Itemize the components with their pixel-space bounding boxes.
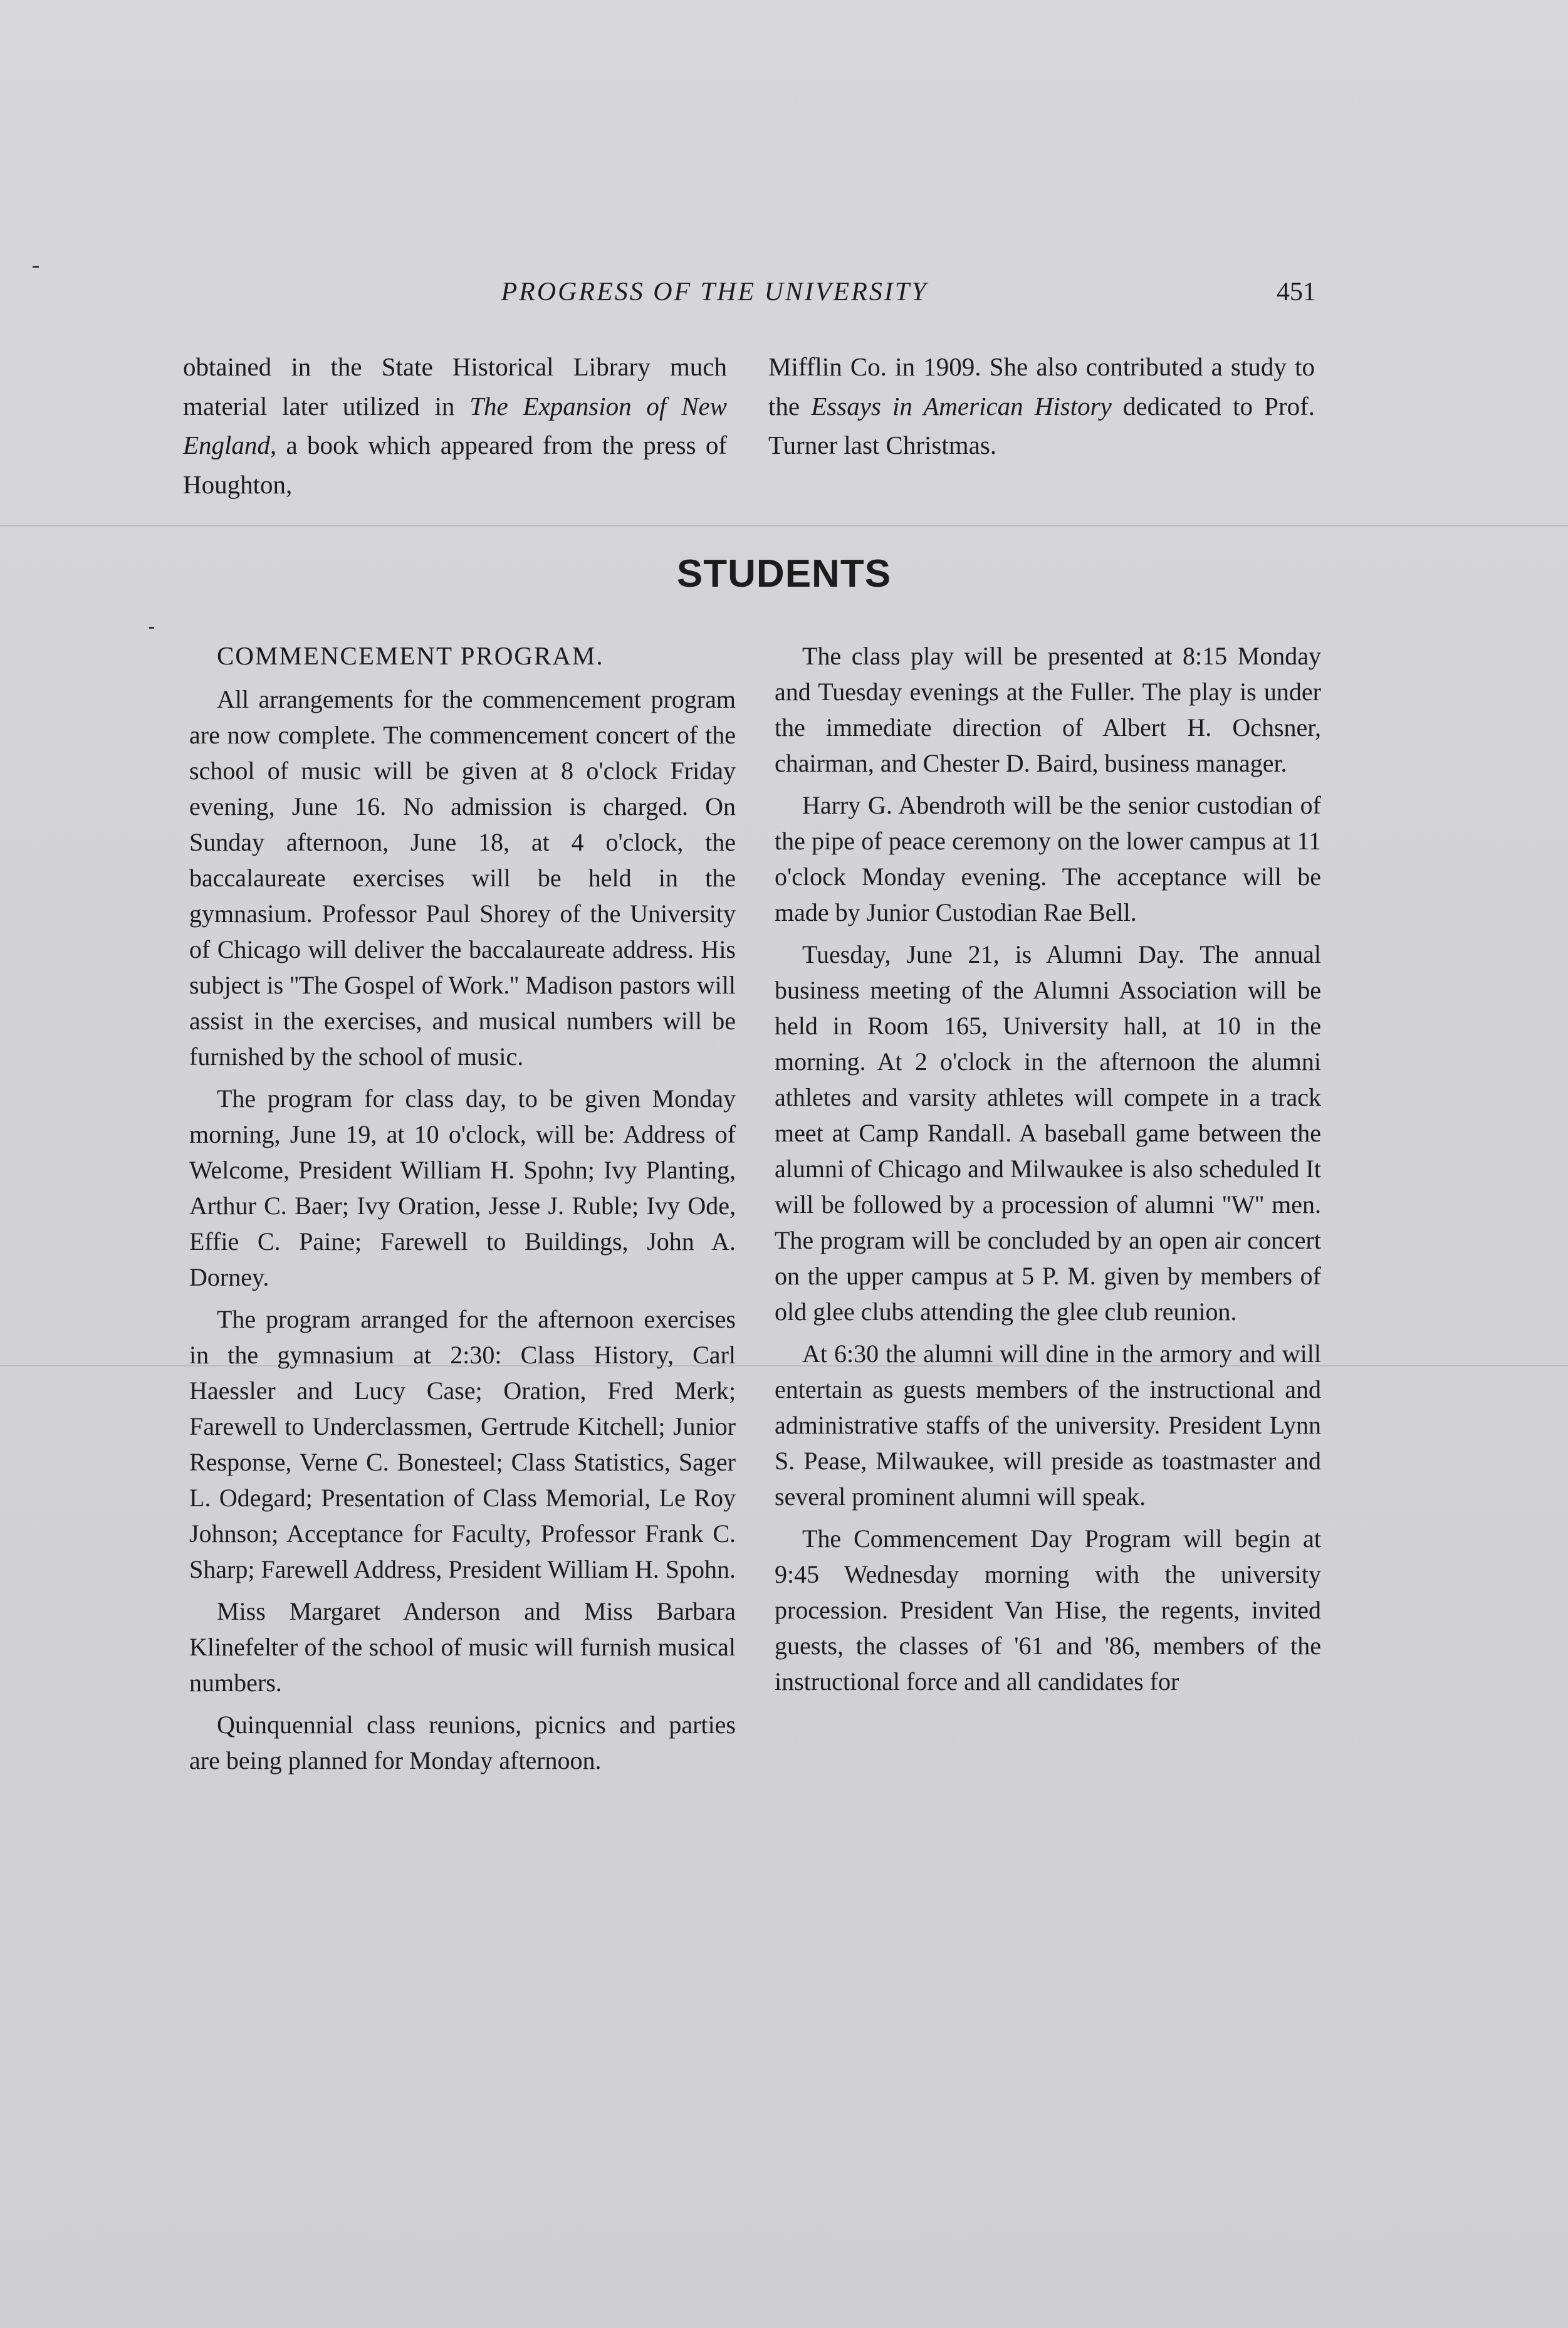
- paragraph: The class play will be presented at 8:15 Monday and Tuesday evenings at the Fuller. The play is under the immediate direction of Albert H. Ochsner, chairman, and Chester D. Baird, business manager.: [775, 642, 1321, 777]
- article-subhead: COMMENCEMENT PROGRAM.: [217, 641, 604, 670]
- paragraph: The program arranged for the afternoon exercises in the gymnasium at 2:30: Class History, Carl Haessler and Lucy Case; Oration, Fred Merk; Farewell to Underclassmen, Gertrude Kitchell; Junior Response, Verne C. Bonesteel; Class Statistics, Sager L. Odegard; Presentation of Class Memorial, Le Roy Johnson; Acceptance for Faculty, Professor Frank C. Sharp; Farewell Address, President William H. Spohn.: [189, 1305, 736, 1583]
- scan-mark: [33, 266, 39, 268]
- paragraph: Tuesday, June 21, is Alumni Day. The annual business meeting of the Alumni Association will be held in Room 165, University hall, at 10 in the morning. At 2 o'clock in the afternoon the alumni athletes and varsity athletes will compete in a track meet at Camp Randall. A baseball game between the alumni of Chicago and Milwaukee is also scheduled It will be followed by a procession of alumni ''W'' men. The program will be concluded by an open air concert on the upper campus at 5 P. M. given by members of old glee clubs attending the glee club reunion.: [775, 940, 1321, 1326]
- paragraph: The program for class day, to be given Monday morning, June 19, at 10 o'clock, will be: Address of Welcome, President William H. Spohn; Ivy Planting, Arthur C. Baer; Ivy Oration, Jesse J. Ruble; Ivy Ode, Effie C. Paine; Farewell to Buildings, John A. Dorney.: [189, 1084, 736, 1291]
- paragraph: Quinquennial class reunions, picnics and parties are being planned for Monday afternoon.: [189, 1711, 736, 1775]
- paragraph: At 6:30 the alumni will dine in the armory and will entertain as guests members of the instructional and administrative staffs of the university. President Lynn S. Pease, Milwaukee, will preside as toastmaster and several prominent alumni will speak.: [775, 1340, 1321, 1511]
- scan-mark: [149, 627, 154, 629]
- page-number: 451: [1277, 278, 1316, 307]
- continued-text-right: [768, 347, 1315, 465]
- continued-paragraph: Mifflin Co. in 1909. She also contributed a study to the Essays in American History dedicated to Prof. Turner last Christmas.: [768, 352, 1315, 460]
- left-column: [189, 638, 736, 1785]
- section-title: STUDENTS: [676, 552, 892, 595]
- page-fold-line: [0, 525, 1568, 527]
- paragraph: Harry G. Abendroth will be the senior custodian of the pipe of peace ceremony on the lower campus at 11 o'clock Monday evening. The acceptance will be made by Junior Custodian Rae Bell.: [775, 791, 1321, 926]
- page-header: [182, 277, 1316, 315]
- right-column: [775, 638, 1321, 1706]
- running-head: PROGRESS OF THE UNIVERSITY: [501, 278, 928, 307]
- continued-paragraph: obtained in the State Historical Library much material later utilized in The Expansion of New England, a book which appeared from the press of Houghton,: [183, 352, 728, 499]
- paragraph: All arrangements for the commencement program are now complete. The commencement concert of the school of music will be given at 8 o'clock Friday evening, June 16. No admission is charged. On Sunday afternoon, June 18, at 4 o'clock, the baccalaureate exercises will be held in the gymnasium. Professor Paul Shorey of the University of Chicago will deliver the baccalaureate address. His subject is ''The Gospel of Work.'' Madison pastors will assist in the exercises, and musical numbers will be furnished by the school of music.: [189, 685, 736, 1071]
- paragraph: The Commencement Day Program will begin at 9:45 Wednesday morning with the university procession. President Van Hise, the regents, invited guests, the classes of '61 and '86, members of the instructional force and all candidates for: [775, 1524, 1321, 1696]
- paragraph: Miss Margaret Anderson and Miss Barbara Klinefelter of the school of music will furnish musical numbers.: [189, 1597, 736, 1697]
- continued-text-left: [183, 347, 727, 504]
